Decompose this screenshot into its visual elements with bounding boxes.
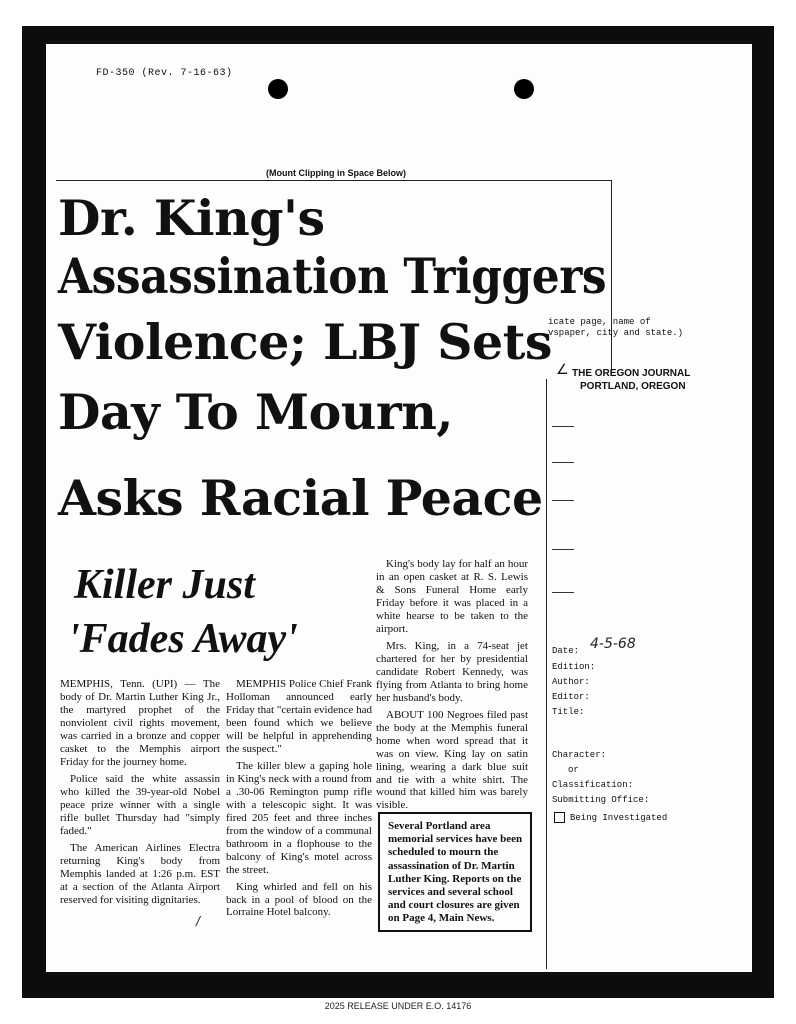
or-label: or <box>568 765 579 775</box>
col3-paragraph: Mrs. King, in a 74-seat jet chartered for her by presidential candidate Robert Kennedy, was flying from Atlanta to bring home her husband's body. <box>376 639 528 704</box>
headline-line-5: Asks Racial Peace <box>58 469 543 527</box>
being-investigated-field <box>554 812 667 823</box>
punch-hole-right <box>514 79 534 99</box>
mount-instruction: (Mount Clipping in Space Below) <box>266 168 406 178</box>
instruction-line-1: icate page, name of <box>548 317 651 327</box>
form-column-divider <box>546 379 547 969</box>
form-tick <box>552 549 574 550</box>
paper-name: THE OREGON JOURNAL <box>572 368 691 379</box>
punch-hole-left <box>268 79 288 99</box>
clipping-right-edge <box>611 180 612 372</box>
subhead-line-2: 'Fades Away' <box>68 616 298 662</box>
character-label: Character: <box>552 750 607 760</box>
date-label: Date: <box>552 646 580 656</box>
col1-paragraph: MEMPHIS, Tenn. (UPI) — The body of Dr. Martin Luther King Jr., the martyred prophet of the nonviolent civil rights movement, was carried in a bronze and copper casket to the Memphis airport Friday for the journey home. <box>60 678 220 768</box>
headline-line-3: Violence; LBJ Sets <box>58 313 552 371</box>
form-tick <box>552 592 574 593</box>
col2-paragraph: King whirled and fell on his back in a pool of blood on the Lorraine Hotel balcony. <box>226 880 372 919</box>
author-label: Author: <box>552 677 590 687</box>
release-footer: 2025 RELEASE UNDER E.O. 14176 <box>324 1001 472 1011</box>
col2-paragraph: The killer blew a gaping hole in King's neck with a round from a .30-06 Remington pump rifle with a telescopic sight. It was fired 205 feet and three inches from the window of a communal bathroom in a flophouse to the balcony of King's motel across the street. <box>226 759 372 876</box>
headline-line-4: Day To Mourn, <box>58 383 453 441</box>
instruction-line-2: vspaper, city and state.) <box>548 328 684 338</box>
title-label: Title: <box>552 707 585 717</box>
article-column-1 <box>60 678 220 910</box>
col3-paragraph: ABOUT 100 Negroes filed past the body at the Memphis funeral home when word spread that it was on view. King lay on satin lining, wearing a dark blue suit and tie with a white shirt. The wound that killed him was barely visible. <box>376 708 528 812</box>
subhead-line-1: Killer Just <box>74 562 255 608</box>
editor-label: Editor: <box>552 692 590 702</box>
form-tick <box>552 462 574 463</box>
headline-line-1: Dr. King's <box>58 189 325 247</box>
edition-label: Edition: <box>552 662 596 672</box>
newspaper-stamp <box>572 368 690 393</box>
stray-mark: / <box>196 914 201 928</box>
check-mark: ∠ <box>556 362 569 378</box>
article-column-2 <box>226 678 372 923</box>
classification-label: Classification: <box>552 780 634 790</box>
submitting-office-label: Submitting Office: <box>552 795 650 805</box>
article-column-3 <box>376 558 528 816</box>
portland-services-box: Several Portland area memorial services have been scheduled to mourn the assassination of Dr. Martin Luther King. Reports on the services and several school and court closures are given on Page 4, Main News. <box>378 812 532 932</box>
being-investigated-checkbox <box>554 812 565 823</box>
date-handwritten: 4-5-68 <box>590 636 636 652</box>
headline-line-2: Assassination Triggers <box>58 247 607 305</box>
fd350-form-sheet <box>46 44 752 972</box>
col1-paragraph: Police said the white assassin who killed the 39-year-old Nobel peace prize winner with a single rifle bullet Thursday had "simply faded." <box>60 772 220 837</box>
paper-city: PORTLAND, OREGON <box>580 380 686 392</box>
col2-paragraph: MEMPHIS Police Chief Frank Holloman announced early Friday that "certain evidence had been found which we believe will be helpful in apprehending the suspect." <box>226 678 372 755</box>
clipping-top-border <box>56 180 612 181</box>
form-tick <box>552 426 574 427</box>
col1-paragraph: The American Airlines Electra returning King's body from Memphis landed at 1:26 p.m. EST at a section of the Atlanta Airport reserved for visiting dignitaries. <box>60 841 220 906</box>
col3-paragraph: King's body lay for half an hour in an open casket at R. S. Lewis & Sons Funeral Home early Friday before it was placed in a white hearse to be taken to the airport. <box>376 558 528 635</box>
form-tick <box>552 500 574 501</box>
being-investigated-label: Being Investigated <box>570 812 668 823</box>
form-number: FD-350 (Rev. 7-16-63) <box>96 68 233 79</box>
